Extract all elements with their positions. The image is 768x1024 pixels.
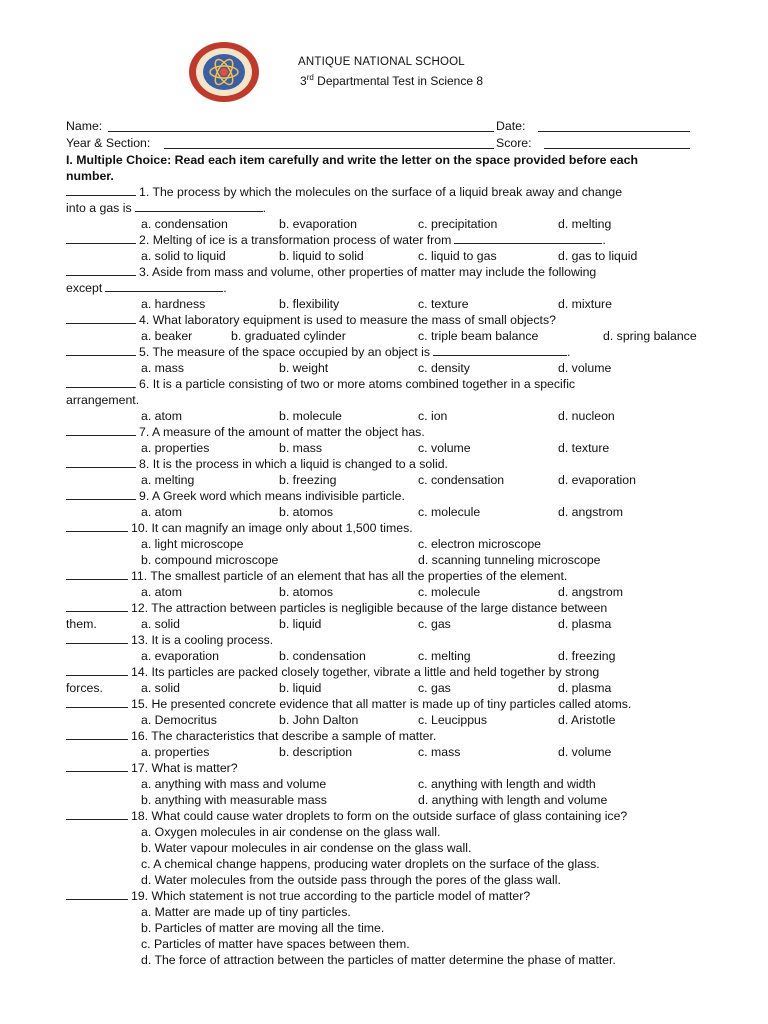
answer-option: b. John Dalton — [279, 713, 359, 727]
answer-option: c. texture — [418, 297, 469, 311]
answer-option: c. liquid to gas — [418, 249, 497, 263]
name-date-row — [66, 118, 716, 135]
question-number: 9. — [139, 489, 152, 503]
answer-option: a. solid — [141, 681, 180, 695]
question-row — [66, 264, 716, 280]
answer-option: a. evaporation — [141, 649, 219, 663]
option-row — [66, 616, 716, 632]
score-field[interactable] — [544, 137, 690, 149]
test-sheet — [66, 118, 716, 968]
answer-option: c. A chemical change happens, producing water droplets on the surface of the glass. — [141, 857, 600, 871]
answer-blank[interactable] — [66, 184, 136, 196]
question-text: The process by which the molecules on the surface of a liquid break away and change — [152, 185, 623, 199]
option-row — [66, 552, 716, 568]
question-text: It is a cooling process. — [151, 633, 274, 647]
year-section-label: Year & Section: — [66, 136, 151, 150]
answer-option: b. liquid — [279, 617, 322, 631]
option-row — [66, 936, 716, 952]
question-text: It can magnify an image only about 1,500 times. — [151, 521, 413, 535]
option-row — [66, 904, 716, 920]
option-row — [66, 920, 716, 936]
answer-option: a. hardness — [141, 297, 206, 311]
question-text: The measure of the space occupied by an object is — [152, 345, 430, 359]
question-number: 4. — [139, 313, 153, 327]
question-text-cont: them. — [66, 617, 97, 631]
answer-blank[interactable] — [66, 456, 136, 468]
option-row — [66, 328, 716, 344]
question-row — [66, 888, 716, 904]
answer-option: d. gas to liquid — [558, 249, 638, 263]
answer-blank[interactable] — [66, 664, 128, 676]
option-row — [66, 536, 716, 552]
answer-option: c. gas — [418, 617, 451, 631]
answer-blank[interactable] — [66, 808, 128, 820]
question-continuation — [66, 200, 716, 216]
answer-option: b. flexibility — [279, 297, 340, 311]
question-number: 15. — [131, 697, 152, 711]
question-text: The smallest particle of an element that has all the properties of the element. — [150, 569, 568, 583]
answer-option: c. melting — [418, 649, 471, 663]
score-label: Score: — [496, 136, 532, 150]
question-text: A Greek word which means indivisible particle. — [152, 489, 405, 503]
option-row — [66, 248, 716, 264]
answer-option: a. light microscope — [141, 537, 244, 551]
answer-option: a. Matter are made up of tiny particles. — [141, 905, 351, 919]
question-text-cont: except — [66, 281, 103, 295]
answer-option: a. beaker — [141, 329, 193, 343]
option-row — [66, 792, 716, 808]
answer-option: c. triple beam balance — [418, 329, 539, 343]
answer-option: d. volume — [558, 745, 612, 759]
answer-option: b. evaporation — [279, 217, 357, 231]
answer-option: a. condensation — [141, 217, 228, 231]
question-number: 18. — [131, 809, 152, 823]
answer-option: c. mass — [418, 745, 461, 759]
answer-blank[interactable] — [66, 760, 128, 772]
answer-option: d. plasma — [558, 681, 612, 695]
option-row — [66, 856, 716, 872]
question-number: 12. — [131, 601, 152, 615]
school-seal-icon — [186, 40, 262, 104]
date-label: Date: — [496, 119, 526, 133]
option-row — [66, 216, 716, 232]
question-row — [66, 728, 716, 744]
answer-option: b. weight — [279, 361, 329, 375]
question-row — [66, 312, 716, 328]
question-row — [66, 664, 716, 680]
answer-blank[interactable] — [66, 344, 136, 356]
question-list — [66, 184, 716, 968]
question-text-cont: forces. — [66, 681, 103, 695]
answer-option: a. anything with mass and volume — [141, 777, 327, 791]
answer-option: d. freezing — [558, 649, 616, 663]
answer-option: a. mass — [141, 361, 185, 375]
answer-option: b. freezing — [279, 473, 337, 487]
question-row — [66, 520, 716, 536]
question-number: 7. — [139, 425, 152, 439]
year-section-field[interactable] — [164, 137, 494, 149]
question-text: What is matter? — [151, 761, 238, 775]
question-number: 6. — [139, 377, 153, 391]
question-row — [66, 760, 716, 776]
question-text: The attraction between particles is negligible because of the large distance between — [151, 601, 608, 615]
question-number: 10. — [131, 521, 152, 535]
question-text: Melting of ice is a transformation process of water from — [152, 233, 452, 247]
answer-option: d. mixture — [558, 297, 612, 311]
answer-option: d. Aristotle — [558, 713, 616, 727]
answer-option: a. properties — [141, 745, 210, 759]
question-row — [66, 184, 716, 200]
fill-in-blank[interactable] — [135, 200, 263, 212]
question-row — [66, 696, 716, 712]
answer-blank[interactable] — [66, 600, 128, 612]
answer-blank[interactable] — [66, 728, 128, 740]
option-row — [66, 872, 716, 888]
answer-option: c. condensation — [418, 473, 505, 487]
answer-option: b. Particles of matter are moving all the time. — [141, 921, 385, 935]
instructions-line-2: number. — [66, 169, 114, 183]
option-row — [66, 296, 716, 312]
period: . — [602, 233, 606, 247]
answer-option: d. texture — [558, 441, 610, 455]
question-text: It is the process in which a liquid is changed to a solid. — [152, 457, 448, 471]
question-continuation — [66, 280, 716, 296]
question-row — [66, 808, 716, 824]
question-number: 13. — [131, 633, 152, 647]
answer-option: c. anything with length and width — [418, 777, 596, 791]
question-number: 17. — [131, 761, 152, 775]
answer-option: b. Water vapour molecules in air condense on the glass wall. — [141, 841, 472, 855]
answer-option: c. ion — [418, 409, 448, 423]
question-number: 1. — [139, 185, 153, 199]
school-name: ANTIQUE NATIONAL SCHOOL — [298, 56, 465, 68]
answer-option: a. atom — [141, 585, 183, 599]
option-row — [66, 408, 716, 424]
answer-option: d. spring balance — [603, 329, 697, 343]
question-row — [66, 424, 716, 440]
option-row — [66, 504, 716, 520]
period: . — [566, 345, 571, 359]
answer-option: c. precipitation — [418, 217, 498, 231]
question-number: 14. — [131, 665, 152, 679]
answer-option: b. compound microscope — [141, 553, 279, 567]
option-row — [66, 744, 716, 760]
answer-blank[interactable] — [66, 376, 136, 388]
answer-option: a. atom — [141, 505, 183, 519]
period: . — [262, 201, 267, 215]
date-field[interactable] — [538, 120, 690, 132]
question-text: A measure of the amount of matter the object has. — [152, 425, 425, 439]
answer-blank[interactable] — [66, 424, 136, 436]
answer-blank[interactable] — [66, 312, 136, 324]
answer-blank[interactable] — [66, 888, 128, 900]
question-text: Which statement is not true according to the particle model of matter? — [151, 889, 531, 903]
question-text: What laboratory equipment is used to measure the mass of small objects? — [152, 313, 556, 327]
answer-option: a. Democritus — [141, 713, 217, 727]
answer-blank[interactable] — [66, 264, 136, 276]
name-label: Name: — [66, 119, 103, 133]
question-text-cont: into a gas is — [66, 201, 132, 215]
test-title: 3rd Departmental Test in Science 8 — [300, 73, 484, 88]
answer-option: d. The force of attraction between the particles of matter determine the phase of matter. — [141, 953, 616, 967]
section-score-row — [66, 135, 716, 152]
answer-option: b. condensation — [279, 649, 366, 663]
question-row — [66, 600, 716, 616]
answer-blank[interactable] — [66, 696, 128, 708]
option-row — [66, 440, 716, 456]
question-row — [66, 568, 716, 584]
option-row — [66, 680, 716, 696]
answer-blank[interactable] — [66, 568, 128, 580]
question-continuation — [66, 392, 716, 408]
answer-option: d. anything with length and volume — [418, 793, 608, 807]
answer-option: d. evaporation — [558, 473, 636, 487]
option-row — [66, 648, 716, 664]
answer-option: b. molecule — [279, 409, 342, 423]
question-number: 11. — [131, 569, 151, 583]
answer-option: a. atom — [141, 409, 183, 423]
answer-option: d. angstrom — [558, 585, 623, 599]
option-row — [66, 776, 716, 792]
answer-option: c. gas — [418, 681, 451, 695]
answer-option: c. Leucippus — [418, 713, 488, 727]
option-row — [66, 952, 716, 968]
question-number: 8. — [139, 457, 153, 471]
fill-in-blank[interactable] — [105, 280, 223, 292]
answer-option: c. molecule — [418, 585, 481, 599]
question-number: 2. — [139, 233, 153, 247]
question-text-cont: arrangement. — [66, 393, 140, 407]
answer-option: b. liquid — [279, 681, 322, 695]
fill-in-blank[interactable] — [454, 232, 602, 244]
option-row — [66, 472, 716, 488]
question-text: He presented concrete evidence that all matter is made up of tiny particles called atoms. — [151, 697, 632, 711]
answer-option: a. Oxygen molecules in air condense on the glass wall. — [141, 825, 441, 839]
name-field[interactable] — [108, 120, 494, 132]
period: . — [223, 281, 227, 295]
fill-in-blank[interactable] — [433, 344, 567, 356]
answer-option: c. volume — [418, 441, 471, 455]
question-number: 3. — [139, 265, 152, 279]
answer-option: b. graduated cylinder — [231, 329, 346, 343]
option-row — [66, 584, 716, 600]
question-row — [66, 632, 716, 648]
option-row — [66, 824, 716, 840]
answer-option: b. mass — [279, 441, 323, 455]
question-row — [66, 232, 716, 248]
question-row — [66, 488, 716, 504]
answer-option: b. atomos — [279, 585, 333, 599]
answer-option: a. solid to liquid — [141, 249, 226, 263]
question-row — [66, 376, 716, 392]
answer-option: a. solid — [141, 617, 180, 631]
instructions-line-1: I. Multiple Choice: Read each item carefully and write the letter on the space provided before each — [66, 153, 638, 167]
answer-option: d. nucleon — [558, 409, 615, 423]
option-row — [66, 712, 716, 728]
answer-option: d. volume — [558, 361, 612, 375]
answer-option: a. properties — [141, 441, 210, 455]
option-row — [66, 840, 716, 856]
question-row — [66, 344, 716, 360]
answer-option: a. melting — [141, 473, 195, 487]
question-text: It is a particle consisting of two or more atoms combined together in a specific — [152, 377, 576, 391]
answer-option: d. plasma — [558, 617, 612, 631]
answer-option: d. Water molecules from the outside pass through the pores of the glass wall. — [141, 873, 561, 887]
question-text: Aside from mass and volume, other properties of matter may include the following — [152, 265, 597, 279]
question-text: Its particles are packed closely together, vibrate a little and held together by strong — [151, 665, 600, 679]
answer-option: c. density — [418, 361, 470, 375]
question-text: The characteristics that describe a sample of matter. — [151, 729, 437, 743]
question-number: 5. — [139, 345, 153, 359]
answer-option: c. electron microscope — [418, 537, 542, 551]
answer-option: b. description — [279, 745, 353, 759]
answer-blank[interactable] — [66, 632, 128, 644]
option-row — [66, 360, 716, 376]
answer-blank[interactable] — [66, 520, 128, 532]
question-text: What could cause water droplets to form on the outside surface of glass containing ice? — [151, 809, 628, 823]
question-number: 16. — [131, 729, 152, 743]
answer-option: b. liquid to solid — [279, 249, 364, 263]
answer-option: d. scanning tunneling microscope — [418, 553, 601, 567]
question-number: 19. — [131, 889, 152, 903]
answer-blank[interactable] — [66, 232, 136, 244]
answer-option: c. molecule — [418, 505, 481, 519]
answer-option: d. melting — [558, 217, 612, 231]
answer-blank[interactable] — [66, 488, 136, 500]
answer-option: d. angstrom — [558, 505, 623, 519]
answer-option: c. Particles of matter have spaces between them. — [141, 937, 410, 951]
answer-option: b. atomos — [279, 505, 333, 519]
answer-option: b. anything with measurable mass — [141, 793, 327, 807]
question-row — [66, 456, 716, 472]
